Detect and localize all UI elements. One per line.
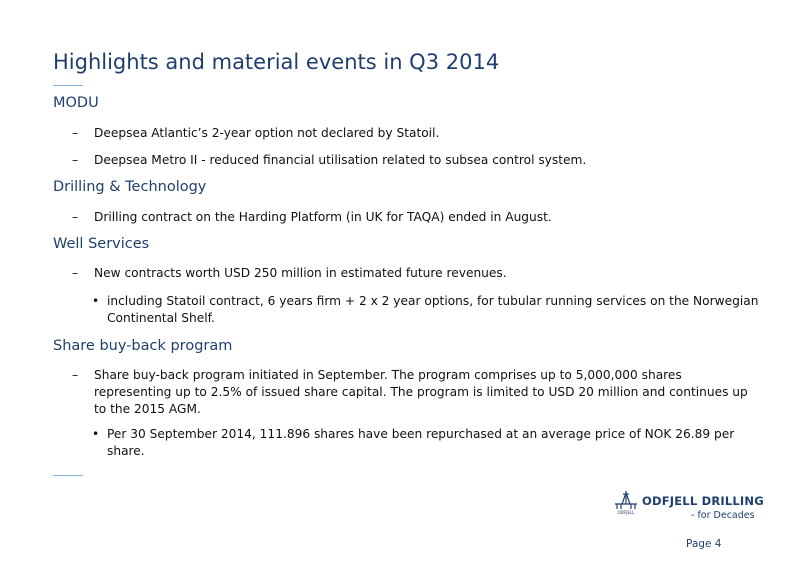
section-heading-modu: MODU [53,95,99,111]
sub-list-item [92,426,762,460]
section-heading-drilling: Drilling & Technology [53,179,207,195]
dash-bullet: – [72,266,79,280]
list-item-text: New contracts worth USD 250 million in estimated future revenues. [94,266,507,280]
title-divider [53,85,83,86]
dash-bullet: – [72,153,79,167]
list-item [72,209,762,226]
company-logo [612,490,764,530]
dot-bullet: • [92,294,100,308]
list-item-text: Deepsea Metro II - reduced financial utilisation related to subsea control system. [94,153,587,167]
dash-bullet: – [72,210,79,224]
footer-divider [53,475,83,476]
list-item-text: Drilling contract on the Harding Platform (in UK for TAQA) ended in August. [94,210,552,224]
list-item [72,125,762,142]
section-heading-well-services: Well Services [53,236,150,252]
list-item-text: Deepsea Atlantic’s 2-year option not declared by Statoil. [94,126,440,140]
list-item [72,367,762,418]
sub-list-item-text: Per 30 September 2014, 111.896 shares have been repurchased at an average price of NOK 26.89 per share. [107,427,735,458]
dot-bullet: • [92,427,100,441]
logo-tagline: - for Decades [691,510,755,521]
list-item-text: Share buy-back program initiated in September. The program comprises up to 5,000,000 shares representing up to 2.5% of issued share capital. The program is limited to USD 20 million and continues up to the 2015 AGM. [94,368,748,416]
list-item [72,152,762,169]
sub-list-item [92,293,762,327]
page-title: Highlights and material events in Q3 2014 [53,50,500,74]
rig-icon [612,490,640,516]
logo-mark-text: ODFJELL [617,510,635,515]
page-number: Page 4 [686,538,722,550]
section-heading-share-buyback: Share buy-back program [53,338,233,354]
logo-name: ODFJELL DRILLING [642,494,764,508]
dash-bullet: – [72,126,79,140]
sub-list-item-text: including Statoil contract, 6 years firm + 2 x 2 year options, for tubular running services on the Norwegian Continental Shelf. [107,294,759,325]
dash-bullet: – [72,368,79,382]
list-item [72,265,762,282]
